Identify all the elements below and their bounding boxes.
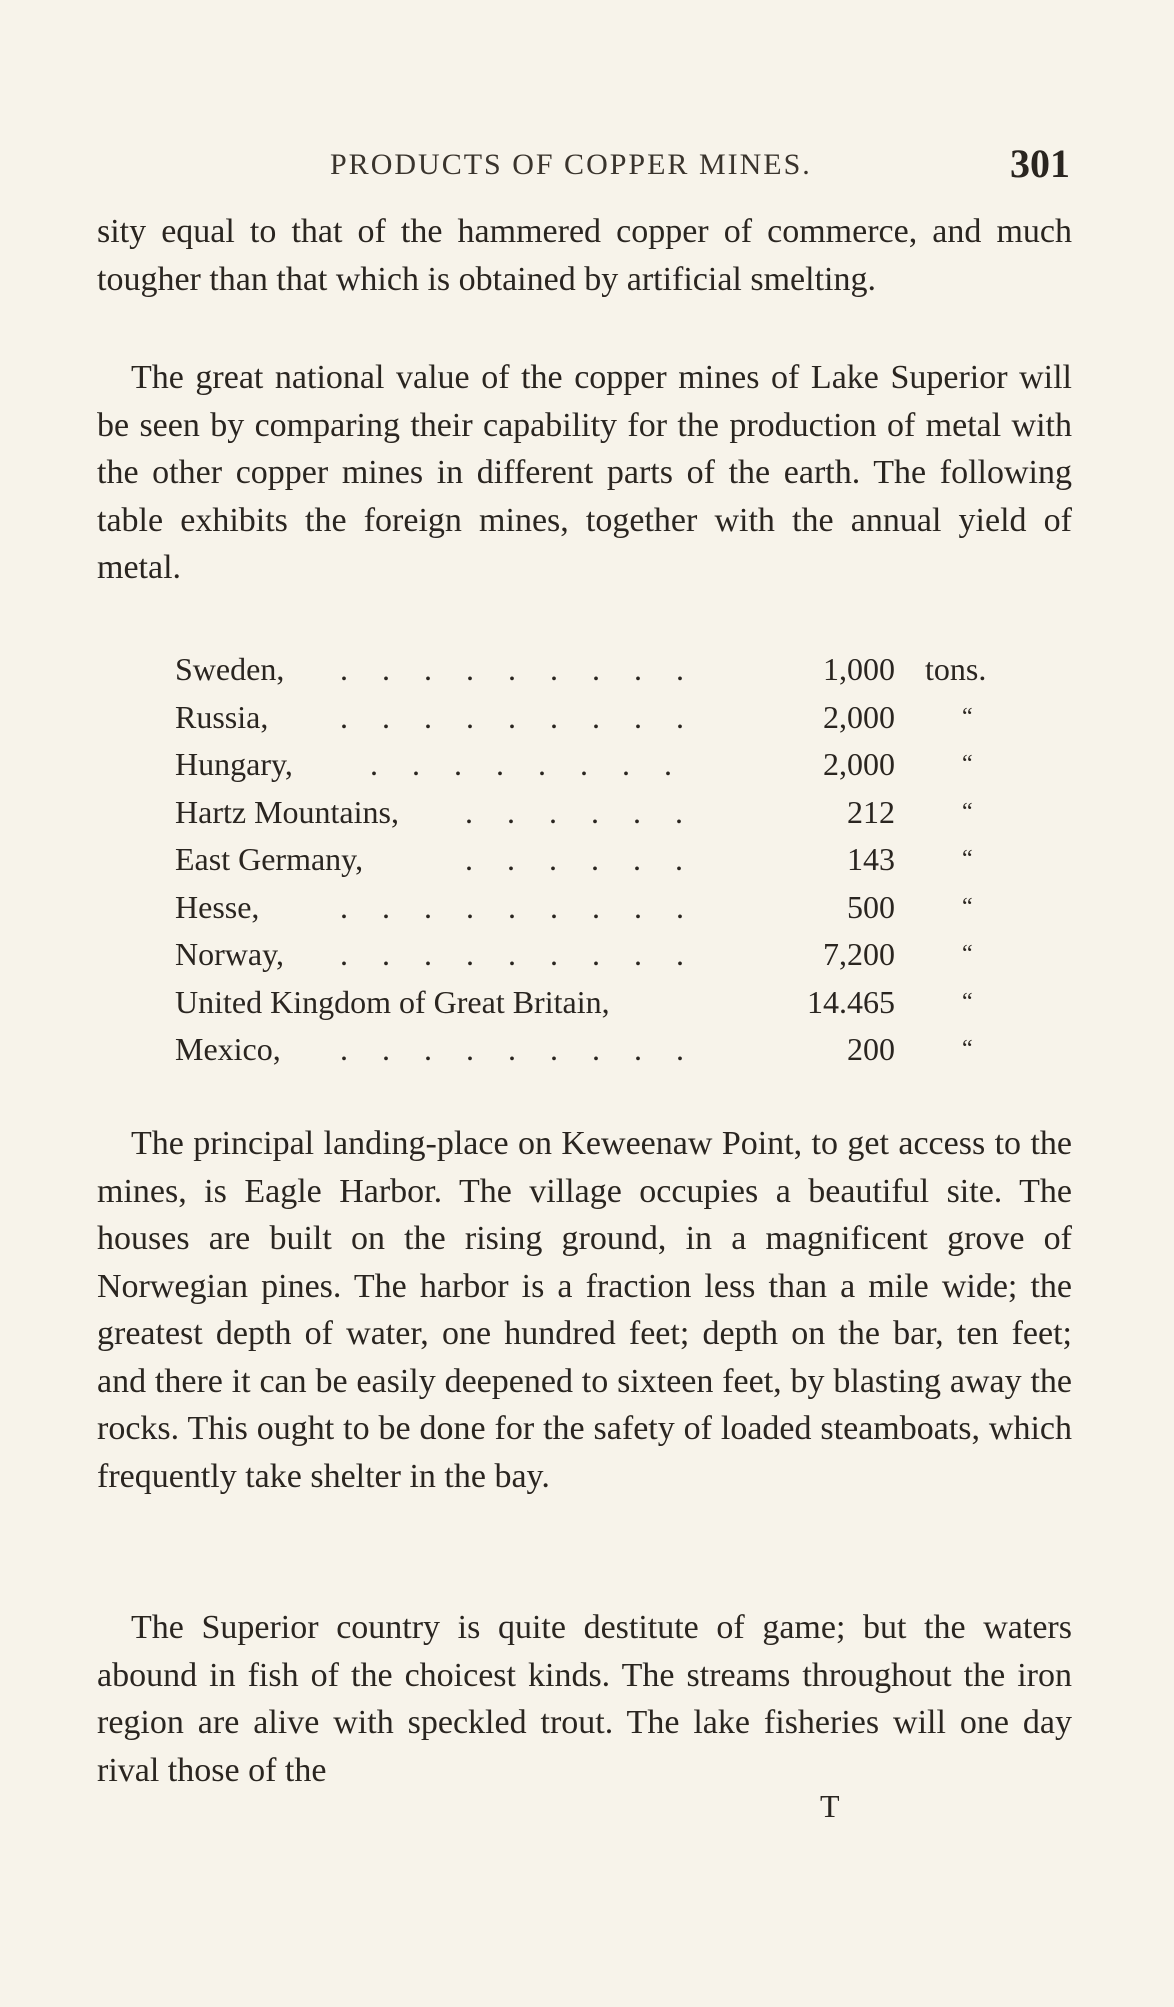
signature-mark: T <box>820 1788 840 1824</box>
table-row <box>175 789 1015 837</box>
table-row <box>175 836 1015 884</box>
country-name: Mexico, <box>175 1031 281 1067</box>
amount: 7,200 <box>823 936 895 972</box>
amount: 200 <box>847 1031 895 1067</box>
dot-leader: . . . . . . <box>465 841 696 877</box>
copper-yield-table <box>175 646 1015 1074</box>
dot-leader: . . . . . . . . . <box>340 698 697 735</box>
amount: 143 <box>847 841 895 877</box>
dot-leader: . . . . . . . . . <box>340 888 697 925</box>
dot-leader: . . . . . . <box>465 793 696 830</box>
table-row <box>175 884 1015 932</box>
ditto-mark: “ <box>962 1036 973 1062</box>
country-name: Russia, <box>175 698 269 735</box>
ditto-mark: “ <box>962 988 973 1015</box>
ditto-mark: “ <box>962 893 973 920</box>
ditto-mark: “ <box>962 751 973 777</box>
dot-leader: . . . . . . . . . <box>340 1031 697 1067</box>
unit: tons. <box>925 651 987 687</box>
country-name: United Kingdom of Great Britain, <box>175 983 610 1020</box>
amount: 212 <box>847 793 895 830</box>
table-row <box>175 741 1015 789</box>
dot-leader: . . . . . . . . . <box>340 651 697 687</box>
country-name: Sweden, <box>175 651 285 687</box>
amount: 2,000 <box>823 746 895 782</box>
amount: 14.465 <box>807 983 895 1020</box>
table-row <box>175 646 1015 694</box>
ditto-mark: “ <box>962 846 973 872</box>
dot-leader: . . . . . . . . <box>370 746 685 782</box>
ditto-mark: “ <box>962 703 973 730</box>
country-name: Hesse, <box>175 888 260 925</box>
paragraph: The great national value of the copper mines of Lake Superior will be seen by comparing their capability for the production of metal with the other copper mines in different parts of the earth. The following table exhibits the foreign mines, together with the annual yield of metal. <box>97 359 1072 586</box>
table-row <box>175 979 1015 1027</box>
table-row <box>175 694 1015 742</box>
amount: 1,000 <box>823 651 895 687</box>
paragraph: The Superior country is quite destitute of game; but the waters abound in fish of the choicest kinds. The streams throughout the iron region are alive with speckled trout. The lake fisheries will one day rival those of the <box>97 1609 1072 1789</box>
page-number: 301 <box>1010 141 1070 186</box>
paragraph: sity equal to that of the hammered copper of commerce, and much tougher than that which is obtained by artificial smelting. <box>97 213 1072 298</box>
running-head: PRODUCTS OF COPPER MINES. <box>330 148 812 181</box>
country-name: Hungary, <box>175 746 293 782</box>
table-row <box>175 1026 1015 1074</box>
country-name: East Germany, <box>175 841 364 877</box>
ditto-mark: “ <box>962 798 973 825</box>
country-name: Hartz Mountains, <box>175 793 399 830</box>
country-name: Norway, <box>175 936 284 972</box>
table-row <box>175 931 1015 979</box>
paragraph: The principal landing-place on Keweenaw Point, to get access to the mines, is Eagle Harbor. The village occupies a beautiful site. The houses are built on the rising ground, in a magnificent grove of Norwegian pines. The harbor is a fraction less than a mile wide; the greatest depth of water, one hundred feet; depth on the bar, ten feet; and there it can be easily deepened to sixteen feet, by blasting away the rocks. This ought to be done for the safety of loaded steamboats, which frequently take shelter in the bay. <box>97 1125 1072 1495</box>
amount: 500 <box>847 888 895 925</box>
dot-leader: . . . . . . . . . <box>340 936 697 972</box>
amount: 2,000 <box>823 698 895 735</box>
page-header <box>320 140 1070 200</box>
ditto-mark: “ <box>962 941 973 967</box>
